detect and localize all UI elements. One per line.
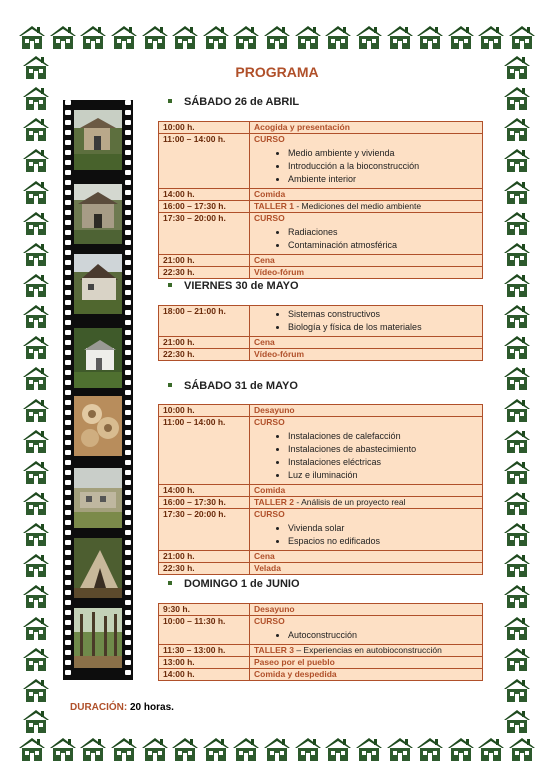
schedule-table	[158, 305, 483, 361]
activity-detail: – Experiencias en autobioconstrucción	[293, 645, 442, 655]
time-cell: 10:00 – 11:30 h.	[159, 616, 250, 645]
activity-label: Comida y despedida	[254, 669, 337, 679]
house-icon	[202, 736, 230, 762]
activity-label: CURSO	[254, 509, 285, 519]
house-icon	[447, 736, 475, 762]
house-icon	[171, 24, 199, 50]
house-icon	[22, 490, 50, 516]
time-cell: 13:00 h.	[159, 657, 250, 669]
house-icon	[79, 736, 107, 762]
house-icon	[141, 736, 169, 762]
house-icon	[22, 459, 50, 485]
activity-cell	[250, 485, 483, 497]
house-border-left	[22, 54, 52, 734]
activity-detail: - Análisis de un proyecto real	[293, 497, 406, 507]
house-icon	[22, 677, 50, 703]
table-row	[159, 616, 483, 645]
house-icon	[386, 24, 414, 50]
time-cell: 10:00 h.	[159, 122, 250, 134]
time-cell: 11:30 – 13:00 h.	[159, 645, 250, 657]
table-row	[159, 657, 483, 669]
topic-list	[254, 629, 478, 642]
time-cell: 10:00 h.	[159, 405, 250, 417]
house-icon	[324, 24, 352, 50]
house-icon	[355, 24, 383, 50]
topic-list	[254, 430, 478, 482]
table-row	[159, 669, 483, 681]
house-icon	[503, 210, 531, 236]
table-row	[159, 122, 483, 134]
house-icon	[22, 646, 50, 672]
house-icon	[503, 179, 531, 205]
activity-label: CURSO	[254, 616, 285, 626]
topic-item: • Instalaciones de calefacción	[288, 430, 478, 443]
table-row	[159, 189, 483, 201]
photo-round-house	[74, 254, 122, 314]
activity-label: Comida	[254, 189, 286, 199]
house-icon	[22, 179, 50, 205]
day-heading	[168, 280, 299, 292]
house-icon	[22, 116, 50, 142]
activity-label: CURSO	[254, 134, 285, 144]
house-border-bottom	[18, 736, 536, 764]
table-row	[159, 267, 483, 279]
activity-cell	[250, 405, 483, 417]
time-cell: 11:00 – 14:00 h.	[159, 417, 250, 485]
photo-forest	[74, 608, 122, 668]
table-row	[159, 551, 483, 563]
day-heading	[168, 380, 298, 392]
house-icon	[171, 736, 199, 762]
table-row	[159, 306, 483, 337]
photo-hut	[74, 110, 122, 170]
house-icon	[22, 272, 50, 298]
house-icon	[22, 147, 50, 173]
house-icon	[232, 24, 260, 50]
house-icon	[503, 708, 531, 734]
table-row	[159, 604, 483, 616]
house-icon	[49, 736, 77, 762]
house-icon	[447, 24, 475, 50]
topic-item: • Ambiente interior	[288, 173, 478, 186]
topic-item: • Biología y física de los materiales	[288, 321, 478, 334]
house-icon	[503, 677, 531, 703]
house-icon	[79, 24, 107, 50]
activity-cell	[250, 657, 483, 669]
photo-stone-house	[74, 184, 122, 244]
house-icon	[22, 583, 50, 609]
time-cell: 22:30 h.	[159, 563, 250, 575]
topic-item: • Contaminación atmosférica	[288, 239, 478, 252]
bullet-icon	[168, 383, 172, 387]
house-icon	[263, 736, 291, 762]
house-icon	[110, 24, 138, 50]
bullet-icon	[168, 99, 172, 103]
activity-cell	[250, 267, 483, 279]
house-icon	[263, 24, 291, 50]
house-icon	[416, 24, 444, 50]
house-icon	[22, 85, 50, 111]
activity-cell	[250, 551, 483, 563]
time-cell: 14:00 h.	[159, 485, 250, 497]
activity-cell	[250, 349, 483, 361]
house-icon	[22, 303, 50, 329]
house-border-right	[503, 54, 533, 734]
time-cell: 17:30 – 20:00 h.	[159, 509, 250, 551]
house-icon	[503, 397, 531, 423]
topic-item: • Radiaciones	[288, 226, 478, 239]
table-row	[159, 563, 483, 575]
activity-label: Velada	[254, 563, 281, 573]
topic-item: • Instalaciones eléctricas	[288, 456, 478, 469]
time-cell: 21:00 h.	[159, 255, 250, 267]
activity-detail: - Mediciones del medio ambiente	[293, 201, 422, 211]
time-cell: 17:30 – 20:00 h.	[159, 213, 250, 255]
house-icon	[477, 24, 505, 50]
house-icon	[503, 490, 531, 516]
house-icon	[503, 147, 531, 173]
activity-cell	[250, 213, 483, 255]
day-heading	[168, 578, 300, 590]
activity-cell	[250, 201, 483, 213]
house-icon	[503, 116, 531, 142]
house-icon	[508, 736, 536, 762]
house-icon	[503, 521, 531, 547]
house-icon	[294, 736, 322, 762]
activity-label: Cena	[254, 255, 275, 265]
activity-cell	[250, 122, 483, 134]
activity-cell	[250, 509, 483, 551]
schedule-table	[158, 121, 483, 279]
house-icon	[503, 552, 531, 578]
day-title: DOMINGO 1 de JUNIO	[184, 578, 300, 590]
table-row	[159, 497, 483, 509]
activity-cell	[250, 255, 483, 267]
table-row	[159, 201, 483, 213]
activity-label: Desayuno	[254, 405, 295, 415]
activity-cell	[250, 645, 483, 657]
time-cell: 22:30 h.	[159, 349, 250, 361]
duration-value: 20 horas.	[130, 702, 174, 713]
house-icon	[202, 24, 230, 50]
house-icon	[110, 736, 138, 762]
time-cell: 22:30 h.	[159, 267, 250, 279]
table-row	[159, 509, 483, 551]
time-cell: 16:00 – 17:30 h.	[159, 497, 250, 509]
table-row	[159, 213, 483, 255]
activity-label: CURSO	[254, 417, 285, 427]
house-icon	[232, 736, 260, 762]
time-cell: 21:00 h.	[159, 337, 250, 349]
activity-label: CURSO	[254, 213, 285, 223]
house-icon	[503, 428, 531, 454]
duration-label: DURACIÓN:	[70, 702, 128, 713]
topic-list	[254, 226, 478, 252]
house-icon	[22, 552, 50, 578]
photo-construction-site	[74, 468, 122, 528]
topic-list	[254, 522, 478, 548]
topic-item: • Medio ambiente y vivienda	[288, 147, 478, 160]
activity-cell	[250, 563, 483, 575]
schedule-table	[158, 603, 483, 681]
photo-white-cabin	[74, 328, 122, 388]
house-icon	[22, 397, 50, 423]
day-title: VIERNES 30 de MAYO	[184, 280, 299, 292]
time-cell: 9:30 h.	[159, 604, 250, 616]
activity-label: Desayuno	[254, 604, 295, 614]
house-icon	[355, 736, 383, 762]
activity-cell	[250, 669, 483, 681]
activity-cell	[250, 616, 483, 645]
house-icon	[22, 334, 50, 360]
table-row	[159, 349, 483, 361]
time-cell: 18:00 – 21:00 h.	[159, 306, 250, 337]
table-row	[159, 405, 483, 417]
activity-cell	[250, 604, 483, 616]
table-row	[159, 255, 483, 267]
activity-label: TALLER 1	[254, 201, 294, 211]
time-cell: 21:00 h.	[159, 551, 250, 563]
bullet-icon	[168, 581, 172, 585]
activity-label: Cena	[254, 337, 275, 347]
activity-cell	[250, 306, 483, 337]
topic-item: • Sistemas constructivos	[288, 308, 478, 321]
activity-cell	[250, 134, 483, 189]
page-title: PROGRAMA	[235, 64, 319, 80]
photo-tipi-shelter	[74, 538, 122, 598]
house-icon	[503, 334, 531, 360]
house-icon	[49, 24, 77, 50]
house-icon	[22, 210, 50, 236]
activity-label: TALLER 2	[254, 497, 294, 507]
table-row	[159, 645, 483, 657]
activity-cell	[250, 189, 483, 201]
house-icon	[503, 583, 531, 609]
house-icon	[22, 521, 50, 547]
house-icon	[503, 646, 531, 672]
activity-cell	[250, 337, 483, 349]
topic-list	[254, 147, 478, 186]
table-row	[159, 134, 483, 189]
house-icon	[508, 24, 536, 50]
house-icon	[503, 241, 531, 267]
bullet-icon	[168, 283, 172, 287]
house-icon	[22, 241, 50, 267]
topic-item: • Instalaciones de abastecimiento	[288, 443, 478, 456]
topic-list	[254, 308, 478, 334]
duration	[70, 702, 174, 713]
activity-label: Paseo por el pueblo	[254, 657, 335, 667]
activity-label: TALLER 3	[254, 645, 294, 655]
house-icon	[386, 736, 414, 762]
house-icon	[294, 24, 322, 50]
time-cell: 11:00 – 14:00 h.	[159, 134, 250, 189]
house-border-top	[18, 24, 536, 52]
house-icon	[18, 24, 46, 50]
topic-item: • Introducción a la bioconstrucción	[288, 160, 478, 173]
house-icon	[22, 365, 50, 391]
day-title: SÁBADO 31 de MAYO	[184, 380, 298, 392]
activity-label: Vídeo-fórum	[254, 349, 305, 359]
house-icon	[141, 24, 169, 50]
house-icon	[22, 615, 50, 641]
house-icon	[503, 272, 531, 298]
time-cell: 16:00 – 17:30 h.	[159, 201, 250, 213]
day-heading	[168, 96, 299, 108]
topic-item: • Autoconstrucción	[288, 629, 478, 642]
activity-cell	[250, 417, 483, 485]
topic-item: • Vivienda solar	[288, 522, 478, 535]
time-cell: 14:00 h.	[159, 669, 250, 681]
house-icon	[503, 85, 531, 111]
activity-label: Acogida y presentación	[254, 122, 350, 132]
house-icon	[503, 365, 531, 391]
house-icon	[416, 736, 444, 762]
topic-item: • Espacios no edificados	[288, 535, 478, 548]
table-row	[159, 337, 483, 349]
day-title: SÁBADO 26 de ABRIL	[184, 96, 300, 108]
house-icon	[22, 428, 50, 454]
photo-wood-rounds	[74, 396, 122, 456]
house-icon	[22, 708, 50, 734]
activity-label: Cena	[254, 551, 275, 561]
activity-label: Comida	[254, 485, 286, 495]
film-strip-photos	[63, 100, 133, 680]
house-icon	[503, 615, 531, 641]
topic-item: • Luz e iluminación	[288, 469, 478, 482]
table-row	[159, 485, 483, 497]
activity-cell	[250, 497, 483, 509]
schedule-table	[158, 404, 483, 575]
activity-label: Vídeo-fórum	[254, 267, 305, 277]
table-row	[159, 417, 483, 485]
house-icon	[477, 736, 505, 762]
house-icon	[324, 736, 352, 762]
house-icon	[503, 303, 531, 329]
house-icon	[18, 736, 46, 762]
time-cell: 14:00 h.	[159, 189, 250, 201]
house-icon	[503, 459, 531, 485]
